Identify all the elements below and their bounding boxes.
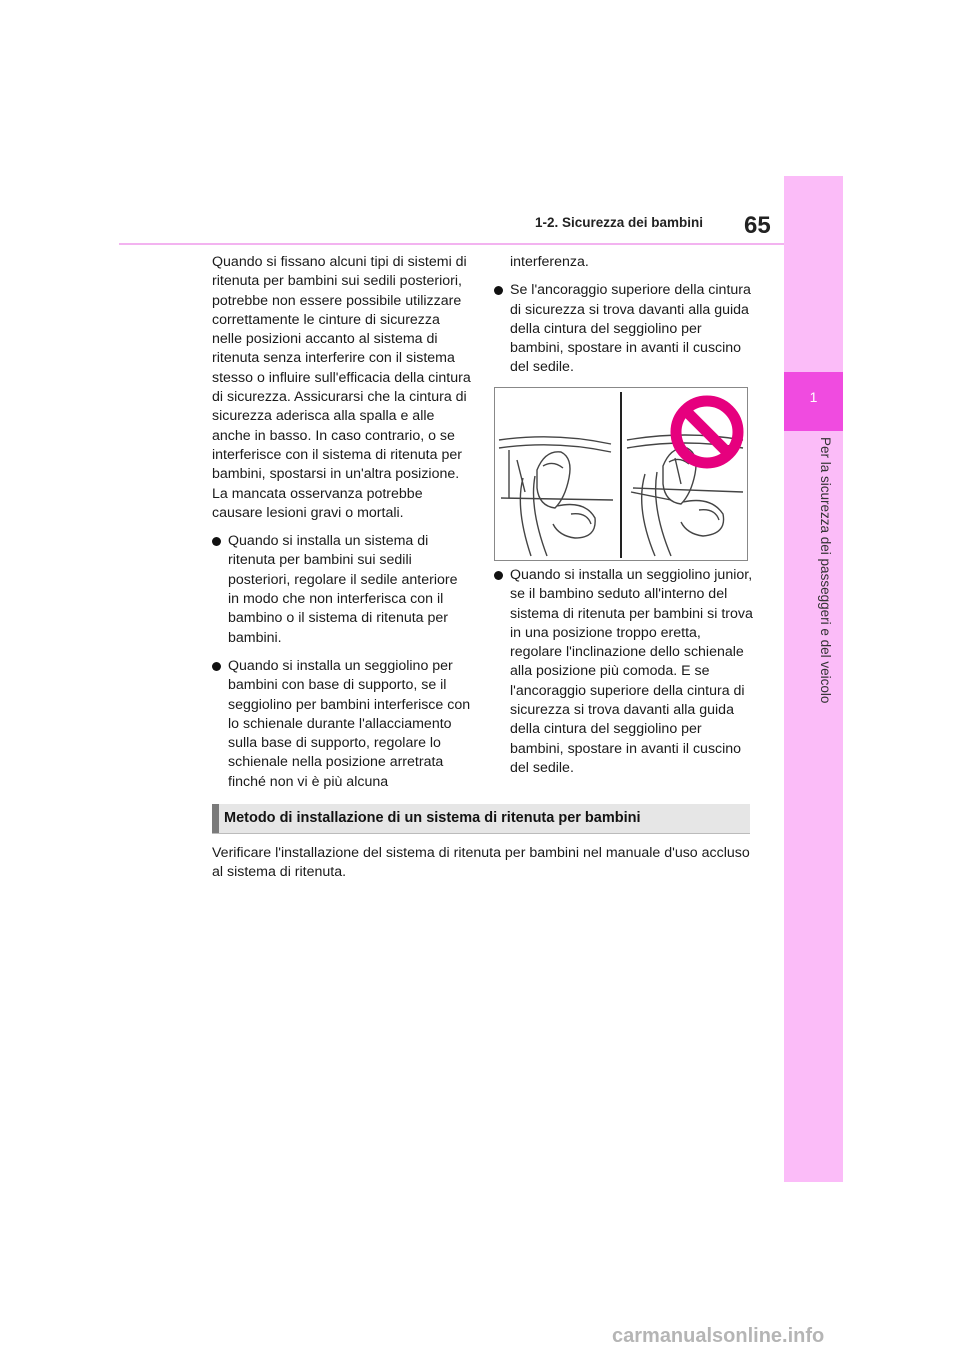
header-rule: [119, 243, 784, 245]
bullet-item: [212, 532, 472, 648]
bullet-dot-icon: [212, 537, 221, 546]
page-number: 65: [744, 212, 771, 239]
intro-paragraph: Quando si fissano alcuni tipi di sistemi di ritenuta per bambini sui sedili posteriori, potrebbe non essere possibile utilizzare correttamente le cinture di sicurezza nelle posizioni accanto al sistema di ritenuta senza interferire con il sistema stesso o influire sull'efficacia della cintura di sicurezza. Assicurarsi che la cintura di sicurezza aderisca alla spalla e alle anche in basso. In caso contrario, o se interferisce con il sistema di ritenuta per bambini, spostarsi in un'altra posizione. La mancata osservanza potrebbe causare lesioni gravi o mortali.: [212, 254, 471, 521]
bullet-dot-icon: [494, 571, 503, 580]
child-seat-illustration: [494, 387, 748, 561]
bullet-dot-icon: [494, 286, 503, 295]
watermark: carmanualsonline.info: [612, 1325, 825, 1347]
bullet-text: Quando si installa un sistema di ritenuta per bambini sui sedili posteriori, regolare il sedile anteriore in modo che non interferisca con il bambino o il sistema di ritenuta per bambini.: [228, 533, 458, 646]
bullet-dot-icon: [212, 662, 221, 671]
right-column-lower: [494, 566, 754, 787]
running-header-section: 1-2. Sicurezza dei bambini: [535, 215, 704, 230]
bullet-item: [494, 566, 754, 778]
continuation-text: interferenza.: [510, 254, 589, 270]
seat-comparison-drawing: [495, 388, 747, 560]
left-column: [212, 253, 472, 801]
chapter-number: 1: [809, 389, 818, 405]
section-title: Metodo di installazione di un sistema di ritenuta per bambini: [224, 810, 641, 826]
right-column: [494, 253, 754, 387]
bullet-item: [212, 657, 472, 792]
prohibited-icon: [676, 401, 738, 463]
bullet-text: Quando si installa un seggiolino per bambini con base di supporto, se il seggiolino per bambini interferisce con lo schienale durante l'allacciamento sulla base di supporto, regolare lo schienale nella posizione arretrata finché non vi è più alcuna: [228, 657, 471, 790]
chapter-side-tab: [784, 176, 843, 1182]
chapter-title: Per la sicurezza dei passeggeri e del veicolo: [818, 437, 833, 704]
bullet-text: Se l'ancoraggio superiore della cintura di sicurezza si trova davanti alla guida della cintura del seggiolino per bambini, spostare in avanti il cuscino del sedile.: [510, 282, 751, 376]
bullet-item: [494, 281, 754, 377]
section-heading: [212, 804, 750, 834]
bullet-text: Quando si installa un seggiolino junior, se il bambino seduto all'interno del sistema di ritenuta per bambini si trova in una posizione troppo eretta, regolare l'inclinazione dello schienale alla posizione più comoda. E se l'ancoraggio superiore della cintura di sicurezza si trova davanti alla guida della cintura del seggiolino per bambini, spostare in avanti il cuscino del sedile.: [510, 567, 753, 776]
section-body: Verificare l'installazione del sistema di ritenuta per bambini nel manuale d'uso accluso al sistema di ritenuta.: [212, 845, 750, 881]
section-heading-bar: [212, 804, 219, 833]
correct-installation-panel: [499, 437, 613, 556]
